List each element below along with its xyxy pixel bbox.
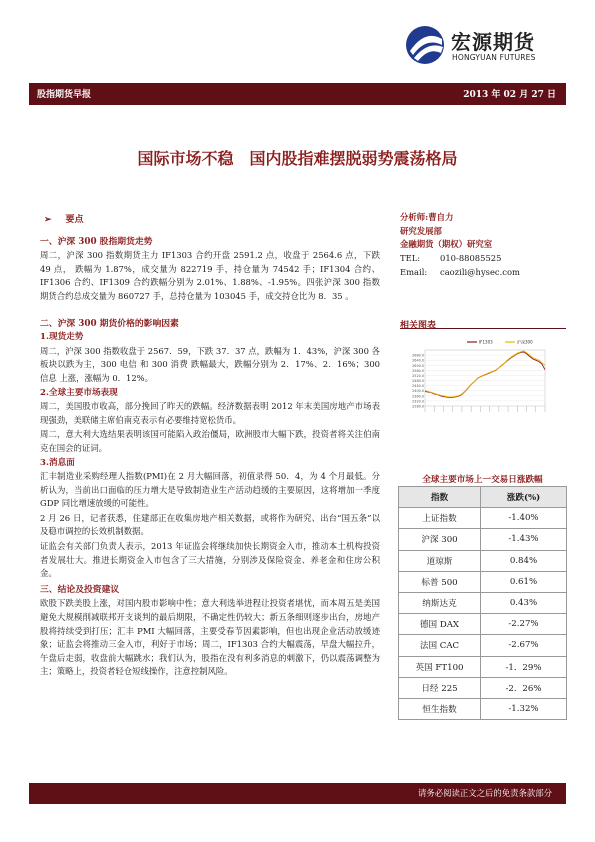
y-tick-label: 2600.0 [412, 363, 424, 368]
table-row [399, 677, 567, 698]
y-tick-label: 2680.0 [412, 353, 424, 358]
index-change: -1.32% [481, 698, 567, 719]
index-change: -1．29% [481, 656, 567, 677]
section-2-3-para-3: 证监会有关部门负责人表示，2013 年证监会将继续加快长期资金入市，推动本土机构投资者发展壮大。推进长期资金入市包含了三大措施，分别涉及保险资金、养老金和住房公积金。 [40, 541, 380, 579]
report-date: 2013 年 02 月 27 日 [463, 90, 556, 100]
index-change: -1.43% [481, 529, 567, 550]
highlights-heading: ➢ 要点 [44, 214, 380, 228]
y-tick-label: 2480.0 [412, 379, 424, 384]
y-tick-label: 2280.0 [412, 404, 424, 409]
title-part-1: 国际市场不稳 [137, 149, 234, 168]
section-2-2-para-2: 周二，意大利大选结果表明该国可能陷入政治僵局，欧洲股市大幅下跌，投资者将关注伯南克在国会的证词。 [40, 429, 380, 453]
table-row [399, 508, 567, 529]
report-body [40, 214, 380, 680]
index-name: 标普 500 [399, 571, 481, 592]
section-3-title: 三、结论及投资建议 [40, 584, 120, 595]
index-change: 0.84% [481, 550, 567, 571]
column-header-change: 涨跌(%) [481, 487, 567, 508]
section-1-title: 一、沪深 300 股指期货走势 [40, 236, 153, 247]
analyst-name-row: 分析师:曹自力 [400, 212, 454, 222]
column-header-index: 指数 [399, 487, 481, 508]
y-tick-label: 2320.0 [412, 399, 424, 404]
analyst-email: Email: caozili@hysec.com [400, 266, 520, 277]
index-name: 法国 CAC [399, 635, 481, 656]
section-2-1-text: 周二，沪深 300 指数收盘于 2567．59，下跌 37．37 点，跌幅为 1．43%，沪深 300 各板块以跌为主，300 电信 和 300 消费 跌幅最大，跌幅分别为 2．17%、2．16%；300 信息 上涨，涨幅为 0．12%。 [40, 345, 380, 383]
index-change: -1.40% [481, 508, 567, 529]
y-tick-label: 2440.0 [412, 384, 424, 389]
table-header-row [399, 487, 567, 508]
section-2-2-title: 2.全球主要市场表现 [40, 387, 118, 398]
table-row [399, 635, 567, 656]
market-table [398, 486, 567, 720]
page-title [0, 146, 595, 169]
index-change: 0.43% [481, 592, 567, 613]
y-tick-label: 2640.0 [412, 358, 424, 363]
y-tick-label: 2520.0 [412, 373, 424, 378]
section-1-text: 周二，沪深 300 指数期货主力 IF1303 合约开盘 2591.2 点，收盘于 2564.6 点，下跌 49 点， 跌幅为 1.87%，成交量为 822719 手，持仓量为 74542 手；IF1304 合约、IF1306 合约、IF1309 合约跌幅分别为 2.01%、1.88%、-1.95%。四张沪深 300 指数期货合约总成交量为 860727 手，总持仓量为 103045 手，成交持仓比为 8．35 。 [40, 250, 380, 301]
index-name: 日经 225 [399, 677, 481, 698]
index-change: -2.67% [481, 635, 567, 656]
y-tick-label: 2560.0 [412, 368, 424, 373]
index-name: 上证指数 [399, 508, 481, 529]
market-table-title: 全球主要市场上一交易日涨跌幅 [398, 472, 567, 489]
index-name: 纳斯达克 [399, 592, 481, 613]
arrow-right-icon: ➢ [44, 215, 52, 225]
company-logo [404, 25, 574, 65]
index-name: 恒生指数 [399, 698, 481, 719]
y-tick-label: 2360.0 [412, 394, 424, 399]
table-row [399, 698, 567, 719]
table-row [399, 592, 567, 613]
analyst-dept: 研究发展部 [400, 225, 442, 236]
section-2-title: 二、沪深 300 期货价格的影响因素 [40, 318, 179, 329]
table-row [399, 550, 567, 571]
brand-name-cn: 宏源期货 [451, 30, 535, 54]
table-row [399, 529, 567, 550]
section-2-1-title: 1.现货走势 [40, 332, 84, 343]
table-row [399, 656, 567, 677]
brand-name-en: HONGYUAN FUTURES [452, 53, 536, 62]
section-3-text: 欧股下跌美股上涨，对国内股市影响中性；意大利选举进程让投资者堪忧，而本周五是美国避免大规模削减联邦开支谈判的最后期限，不确定性仍较大；新五条细则逐步出台，房地产股将持续受到打压；汇丰 PMI 大幅回落，主要受春节因素影响，但也出现企业活动放缓迹象；证监会将推动三金入市，利好于市场；周二，IF1303 合约大幅震荡，早盘大幅拉升，午盘后走弱，收盘前大幅跳水；我们认为，股指在没有利多消息的刺激下，仍以震荡调整为主；策略上，投资者轻仓短线操作，注意控制风险。 [40, 598, 380, 677]
legend-label: 沪深300 [517, 339, 533, 345]
analyst-office: 金融期货（期权）研究室 [400, 239, 493, 250]
analyst-info [400, 211, 566, 280]
title-part-2: 国内股指难摆脱弱势震荡格局 [249, 149, 458, 168]
email-link[interactable]: caozili@hysec.com [440, 266, 520, 277]
hongyuan-logo-icon [404, 25, 446, 65]
report-header-bar [29, 83, 566, 105]
analyst-tel: TEL: 010-88085525 [400, 253, 502, 264]
section-2-3-title: 3.消息面 [40, 457, 75, 468]
series-line-1 [425, 351, 545, 397]
index-name: 英国 FT100 [399, 656, 481, 677]
index-name: 道琼斯 [399, 550, 481, 571]
y-tick-label: 2400.0 [412, 389, 424, 394]
legend-label: IF1303 [479, 339, 493, 345]
section-2-3-para-1: 汇丰制造业采购经理人指数(PMI)在 2 月大幅回落，初值录得 50．4，为 4 个月最低。分析认为，当前出口面临的压力增大是导致制造业生产活动趋缓的主要原因，这将增加一季度 GDP 同比增速放缓的可能性。 [40, 471, 380, 509]
price-line-chart [405, 336, 553, 431]
section-2-2-para-1: 周二，美国股市收高，部分挽回了昨天的跌幅。经济数据表明 2012 年末美国房地产市场表现强劲，美联储主席伯南克表示有必要维持宽松货币。 [40, 401, 380, 425]
disclaimer-text: 请务必阅读正文之后的免责条款部分 [418, 788, 552, 798]
analyst-name: 曹自力 [428, 212, 454, 222]
table-row [399, 571, 567, 592]
index-name: 德国 DAX [399, 614, 481, 635]
index-change: -2．26% [481, 677, 567, 698]
index-change: 0.61% [481, 571, 567, 592]
plot-area [425, 350, 545, 406]
section-2-3-para-2: 2 月 26 日，记者获悉，住建部正在收集房地产相关数据，或将作为研究、出台“国五条”以及稳市调控的长效机制数据。 [40, 512, 380, 537]
index-name: 沪深 300 [399, 529, 481, 550]
related-chart-heading: 相关图表 [400, 313, 566, 329]
table-row [399, 614, 567, 635]
report-series: 股指期货早报 [37, 90, 92, 100]
index-change: -2.27% [481, 614, 567, 635]
footer-bar [29, 783, 566, 804]
